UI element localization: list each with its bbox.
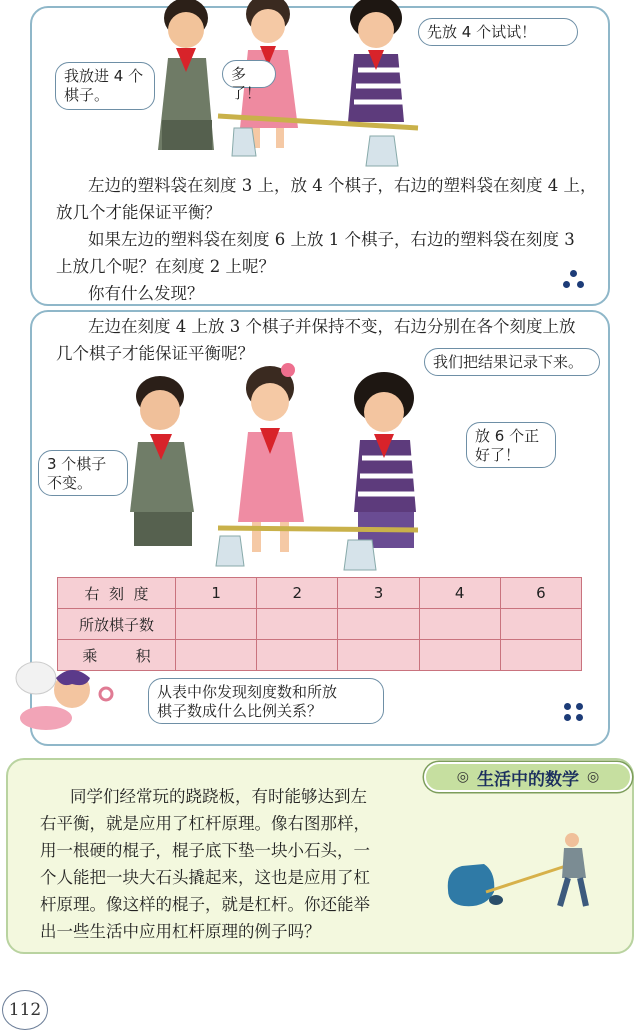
scale-cell: 1 (176, 578, 257, 609)
empty-cell[interactable] (419, 640, 500, 671)
life-math-line-2: 右平衡，就是应用了杠杆原理。像右图那样， (40, 814, 370, 833)
middle-kids-illustration (118, 362, 438, 572)
top-paragraph-line-3: 如果左边的塑料袋在刻度 6 上放 1 个棋子，右边的塑料袋在刻度 3 (88, 230, 575, 249)
speech-bubble-right-girl: 先放 4 个试试！ (418, 18, 578, 46)
empty-cell[interactable] (257, 640, 338, 671)
empty-cell[interactable] (338, 640, 419, 671)
speech-bubble-middle-girl: 多了！ (222, 60, 276, 88)
boy-figure (158, 0, 214, 150)
scale-cell: 4 (419, 578, 500, 609)
speech-bubble-record: 我们把结果记录下来。 (424, 348, 600, 376)
top-paragraph-line-2: 放几个才能保证平衡？ (56, 203, 221, 222)
life-math-line-5: 杆原理。像这样的棍子，就是杠杆。你还能举 (40, 895, 370, 914)
empty-cell[interactable] (257, 609, 338, 640)
empty-cell[interactable] (500, 609, 581, 640)
lever-illustration (440, 820, 610, 920)
life-math-line-6: 出一些生活中应用杠杆原理的例子吗？ (40, 922, 321, 941)
top-paragraph-line-1: 左边的塑料袋在刻度 3 上，放 4 个棋子，右边的塑料袋在刻度 4 上， (88, 176, 597, 195)
life-math-badge (424, 762, 632, 792)
top-paragraph-line-4: 上放几个呢？在刻度 2 上呢？ (56, 257, 275, 276)
row-header-scale: 右 刻 度 (58, 578, 176, 609)
middle-paragraph-line-1: 左边在刻度 4 上放 3 个棋子并保持不变，右边分别在各个刻度上放 (88, 317, 576, 336)
angel-mascot-icon (6, 648, 116, 740)
top-paragraph-line-5: 你有什么发现？ (88, 284, 204, 303)
speech-bubble-left-boy: 我放进 4 个 棋子。 (55, 62, 155, 110)
empty-cell[interactable] (338, 609, 419, 640)
life-math-title: 生活中的数学 (477, 769, 579, 790)
boy-figure-2 (130, 376, 194, 546)
circle-mark-icon: ◎ (456, 769, 469, 785)
top-kids-illustration (148, 0, 438, 170)
row-header-count: 所放棋子数 (58, 609, 176, 640)
three-dots-icon (562, 270, 586, 292)
right-girl-figure-2 (354, 372, 416, 548)
speech-bubble-angel: 从表中你发现刻度数和所放 棋子数成什么比例关系？ (148, 678, 384, 724)
scale-cell: 3 (338, 578, 419, 609)
empty-cell[interactable] (176, 640, 257, 671)
four-dots-icon (563, 703, 587, 725)
right-girl-figure (348, 0, 404, 122)
life-math-line-1: 同学们经常玩的跷跷板，有时能够达到左 (70, 787, 367, 806)
middle-girl-figure-2 (238, 363, 304, 552)
empty-cell[interactable] (176, 609, 257, 640)
empty-cell[interactable] (419, 609, 500, 640)
circle-mark-icon: ◎ (587, 769, 600, 785)
speech-bubble-right-girl-2: 放 6 个正 好了！ (466, 422, 556, 468)
scale-record-table (57, 577, 582, 671)
scale-cell: 2 (257, 578, 338, 609)
middle-paragraph-line-2: 几个棋子才能保证平衡呢？ (56, 344, 254, 363)
page-number: 112 (2, 990, 48, 1030)
life-math-line-3: 用一根硬的棍子，棍子底下垫一块小石头，一 (40, 841, 370, 860)
table-row (58, 640, 582, 671)
empty-cell[interactable] (500, 640, 581, 671)
table-row (58, 578, 582, 609)
scale-cell: 6 (500, 578, 581, 609)
row-header-product: 乘 积 (58, 640, 176, 671)
table-row (58, 609, 582, 640)
speech-bubble-left-boy-2: 3 个棋子 不变。 (38, 450, 128, 496)
life-math-line-4: 个人能把一块大石头撬起来，这也是应用了杠 (40, 868, 370, 887)
